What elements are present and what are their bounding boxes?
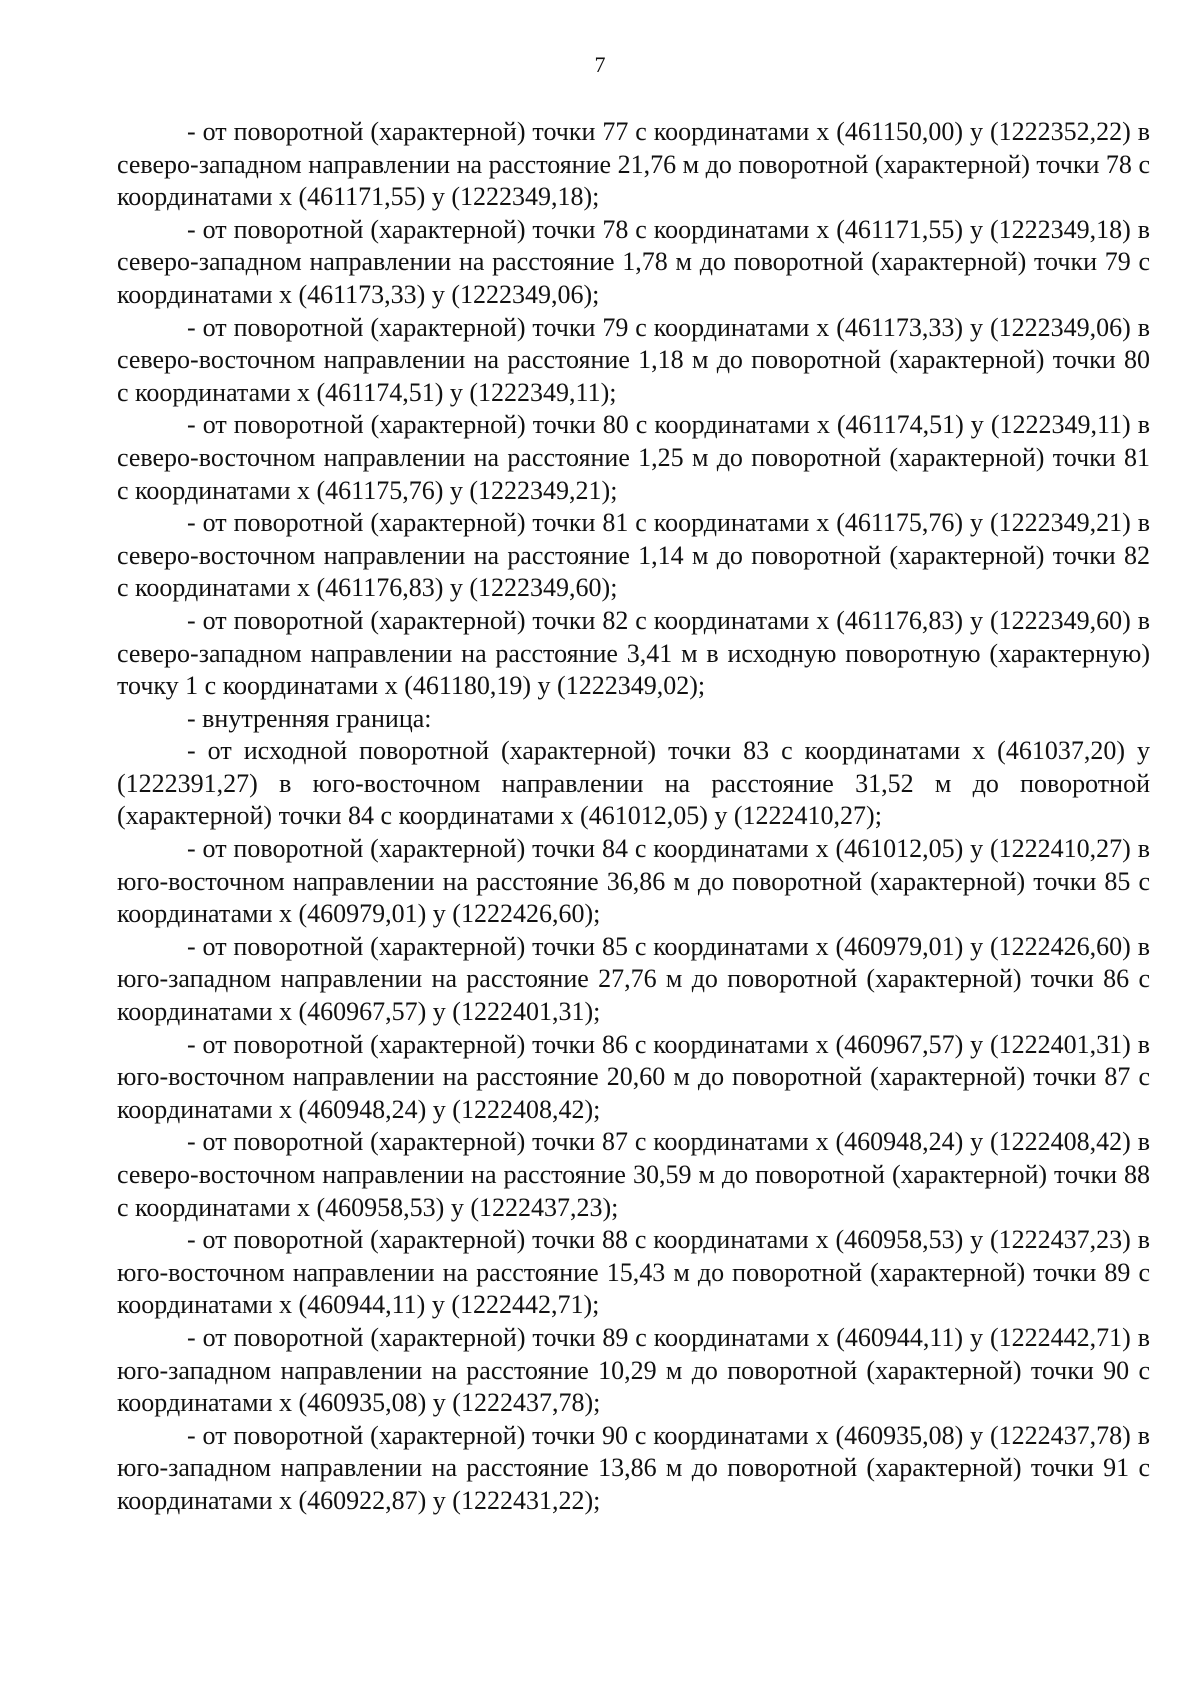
paragraph-point-84: - от поворотной (характерной) точки 84 с координатами х (461012,05) у (1222410,27) в юго-восточном направлении на расстояние 36,86 м до поворотной (характерной) точки 85 с координатами х (460979,01) у (1222426,60); <box>117 834 1150 929</box>
paragraph-point-78: - от поворотной (характерной) точки 78 с координатами х (461171,55) у (1222349,18) в северо-западном направлении на расстояние 1,78 м до поворотной (характерной) точки 79 с координатами х (461173,33) у (1222349,06); <box>117 214 1150 309</box>
paragraph-point-82: - от поворотной (характерной) точки 82 с координатами х (461176,83) у (1222349,60) в северо-западном направлении на расстояние 3,41 м в исходную поворотную (характерную) точку 1 с координатами х (461180,19) у (1222349,02); <box>117 605 1150 701</box>
paragraph-point-79: - от поворотной (характерной) точки 79 с координатами х (461173,33) у (1222349,06) в северо-восточном направлении на расстояние 1,18 м до поворотной (характерной) точки 80 с координатами х (461174,51) у (1222349,11); <box>117 312 1150 407</box>
paragraph-point-83: - от исходной поворотной (характерной) точки 83 с координатами х (461037,20) у (1222391,27) в юго-восточном направлении на расстояние 31,52 м до поворотной (характерной) точки 84 с координатами х (461012,05) у (1222410,27); <box>117 736 1150 831</box>
paragraph-point-87: - от поворотной (характерной) точки 87 с координатами х (460948,24) у (1222408,42) в северо-восточном направлении на расстояние 30,59 м до поворотной (характерной) точки 88 с координатами х (460958,53) у (1222437,23); <box>117 1127 1150 1222</box>
page-number: 7 <box>594 52 606 77</box>
paragraph-point-77: - от поворотной (характерной) точки 77 с координатами х (461150,00) у (1222352,22) в северо-западном направлении на расстояние 21,76 м до поворотной (характерной) точки 78 с координатами х (461171,55) у (1222349,18); <box>117 117 1150 212</box>
paragraph-point-89: - от поворотной (характерной) точки 89 с координатами х (460944,11) у (1222442,71) в юго-западном направлении на расстояние 10,29 м до поворотной (характерной) точки 90 с координатами х (460935,08) у (1222437,78); <box>117 1322 1150 1418</box>
paragraph-point-80: - от поворотной (характерной) точки 80 с координатами х (461174,51) у (1222349,11) в северо-восточном направлении на расстояние 1,25 м до поворотной (характерной) точки 81 с координатами х (461175,76) у (1222349,21); <box>117 410 1150 505</box>
paragraph-point-88: - от поворотной (характерной) точки 88 с координатами х (460958,53) у (1222437,23) в юго-восточном направлении на расстояние 15,43 м до поворотной (характерной) точки 89 с координатами х (460944,11) у (1222442,71); <box>117 1225 1150 1320</box>
paragraph-point-85: - от поворотной (характерной) точки 85 с координатами х (460979,01) у (1222426,60) в юго-западном направлении на расстояние 27,76 м до поворотной (характерной) точки 86 с координатами х (460967,57) у (1222401,31); <box>117 931 1150 1027</box>
paragraph-inner-boundary: - внутренняя граница: <box>187 703 432 733</box>
document-body <box>117 116 1150 1518</box>
paragraph-point-81: - от поворотной (характерной) точки 81 с координатами х (461175,76) у (1222349,21) в северо-восточном направлении на расстояние 1,14 м до поворотной (характерной) точки 82 с координатами х (461176,83) у (1222349,60); <box>117 508 1150 603</box>
paragraph-point-86: - от поворотной (характерной) точки 86 с координатами х (460967,57) у (1222401,31) в юго-восточном направлении на расстояние 20,60 м до поворотной (характерной) точки 87 с координатами х (460948,24) у (1222408,42); <box>117 1029 1150 1124</box>
paragraph-point-90: - от поворотной (характерной) точки 90 с координатами х (460935,08) у (1222437,78) в юго-западном направлении на расстояние 13,86 м до поворотной (характерной) точки 91 с координатами х (460922,87) у (1222431,22); <box>117 1420 1150 1515</box>
